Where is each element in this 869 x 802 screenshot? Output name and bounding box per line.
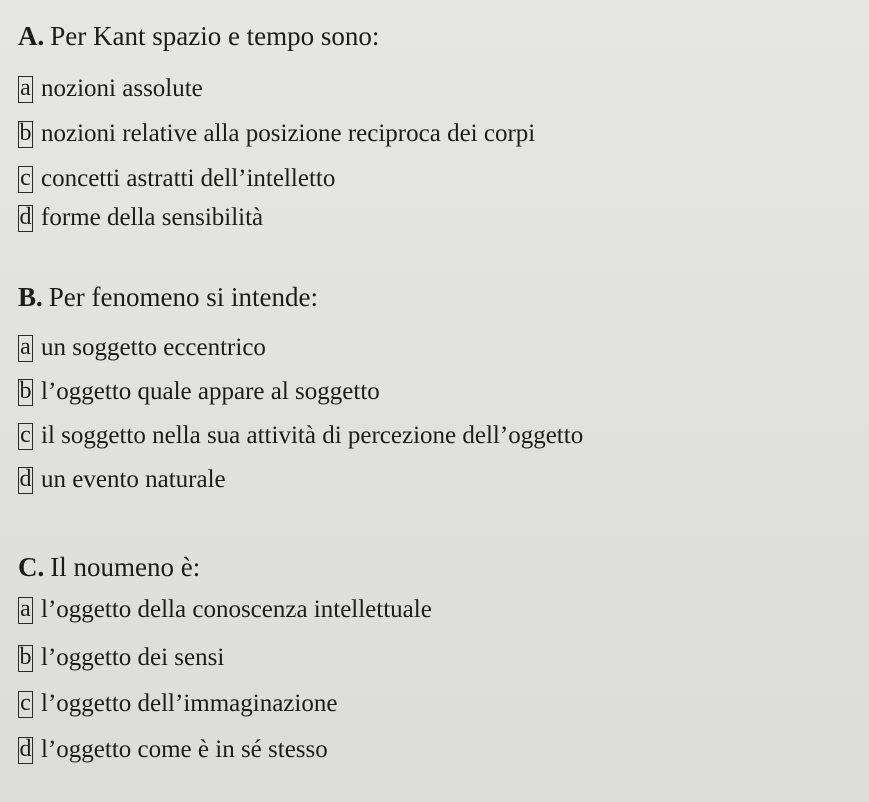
option-a-2[interactable] <box>18 117 535 151</box>
option-checkbox[interactable]: d <box>19 203 32 230</box>
option-c-1[interactable] <box>18 593 432 627</box>
option-label: l’oggetto dei sensi <box>41 644 225 671</box>
option-checkbox[interactable]: b <box>19 643 32 670</box>
option-c-3[interactable] <box>18 687 337 721</box>
option-b-4[interactable] <box>18 463 226 497</box>
option-label: l’oggetto dell’immaginazione <box>41 690 338 717</box>
question-text: Il noumeno è: <box>50 552 201 582</box>
option-c-2[interactable] <box>18 641 224 675</box>
option-label: il soggetto nella sua attività di percezione dell’oggetto <box>41 422 584 449</box>
option-checkbox[interactable]: d <box>19 735 32 762</box>
option-label: forme della sensibilità <box>41 204 264 231</box>
question-text: Per fenomeno si intende: <box>48 282 318 312</box>
option-label: l’oggetto quale appare al soggetto <box>41 378 380 405</box>
question-text: Per Kant spazio e tempo sono: <box>50 21 380 51</box>
question-letter: A. <box>18 21 45 51</box>
question-a-title <box>18 20 379 52</box>
option-label: un soggetto eccentrico <box>41 334 266 361</box>
option-checkbox[interactable]: a <box>18 335 33 362</box>
question-b-title <box>18 281 318 313</box>
question-letter: C. <box>18 552 45 582</box>
option-label: nozioni relative alla posizione reciproca dei corpi <box>41 120 536 147</box>
option-label: nozioni assolute <box>41 75 203 102</box>
option-label: l’oggetto come è in sé stesso <box>41 736 328 763</box>
option-checkbox[interactable]: a <box>18 597 33 624</box>
option-label: l’oggetto della conoscenza intellettuale <box>41 596 432 623</box>
option-label: un evento naturale <box>41 466 226 493</box>
option-b-3[interactable] <box>18 419 583 453</box>
option-b-2[interactable] <box>18 375 380 409</box>
option-a-1[interactable] <box>18 72 203 106</box>
question-letter: B. <box>18 282 43 312</box>
option-checkbox[interactable]: c <box>18 166 33 193</box>
option-checkbox[interactable]: c <box>18 423 33 450</box>
option-checkbox[interactable]: d <box>19 465 32 492</box>
option-c-4[interactable] <box>18 733 328 767</box>
option-label: concetti astratti dell’intelletto <box>41 165 336 192</box>
option-a-4[interactable] <box>18 201 263 235</box>
option-a-3[interactable] <box>18 162 335 196</box>
option-checkbox[interactable]: c <box>18 691 33 718</box>
option-checkbox[interactable]: b <box>19 119 32 146</box>
option-checkbox[interactable]: b <box>19 377 32 404</box>
option-checkbox[interactable]: a <box>18 76 33 103</box>
option-b-1[interactable] <box>18 331 266 365</box>
question-c-title <box>18 551 200 583</box>
